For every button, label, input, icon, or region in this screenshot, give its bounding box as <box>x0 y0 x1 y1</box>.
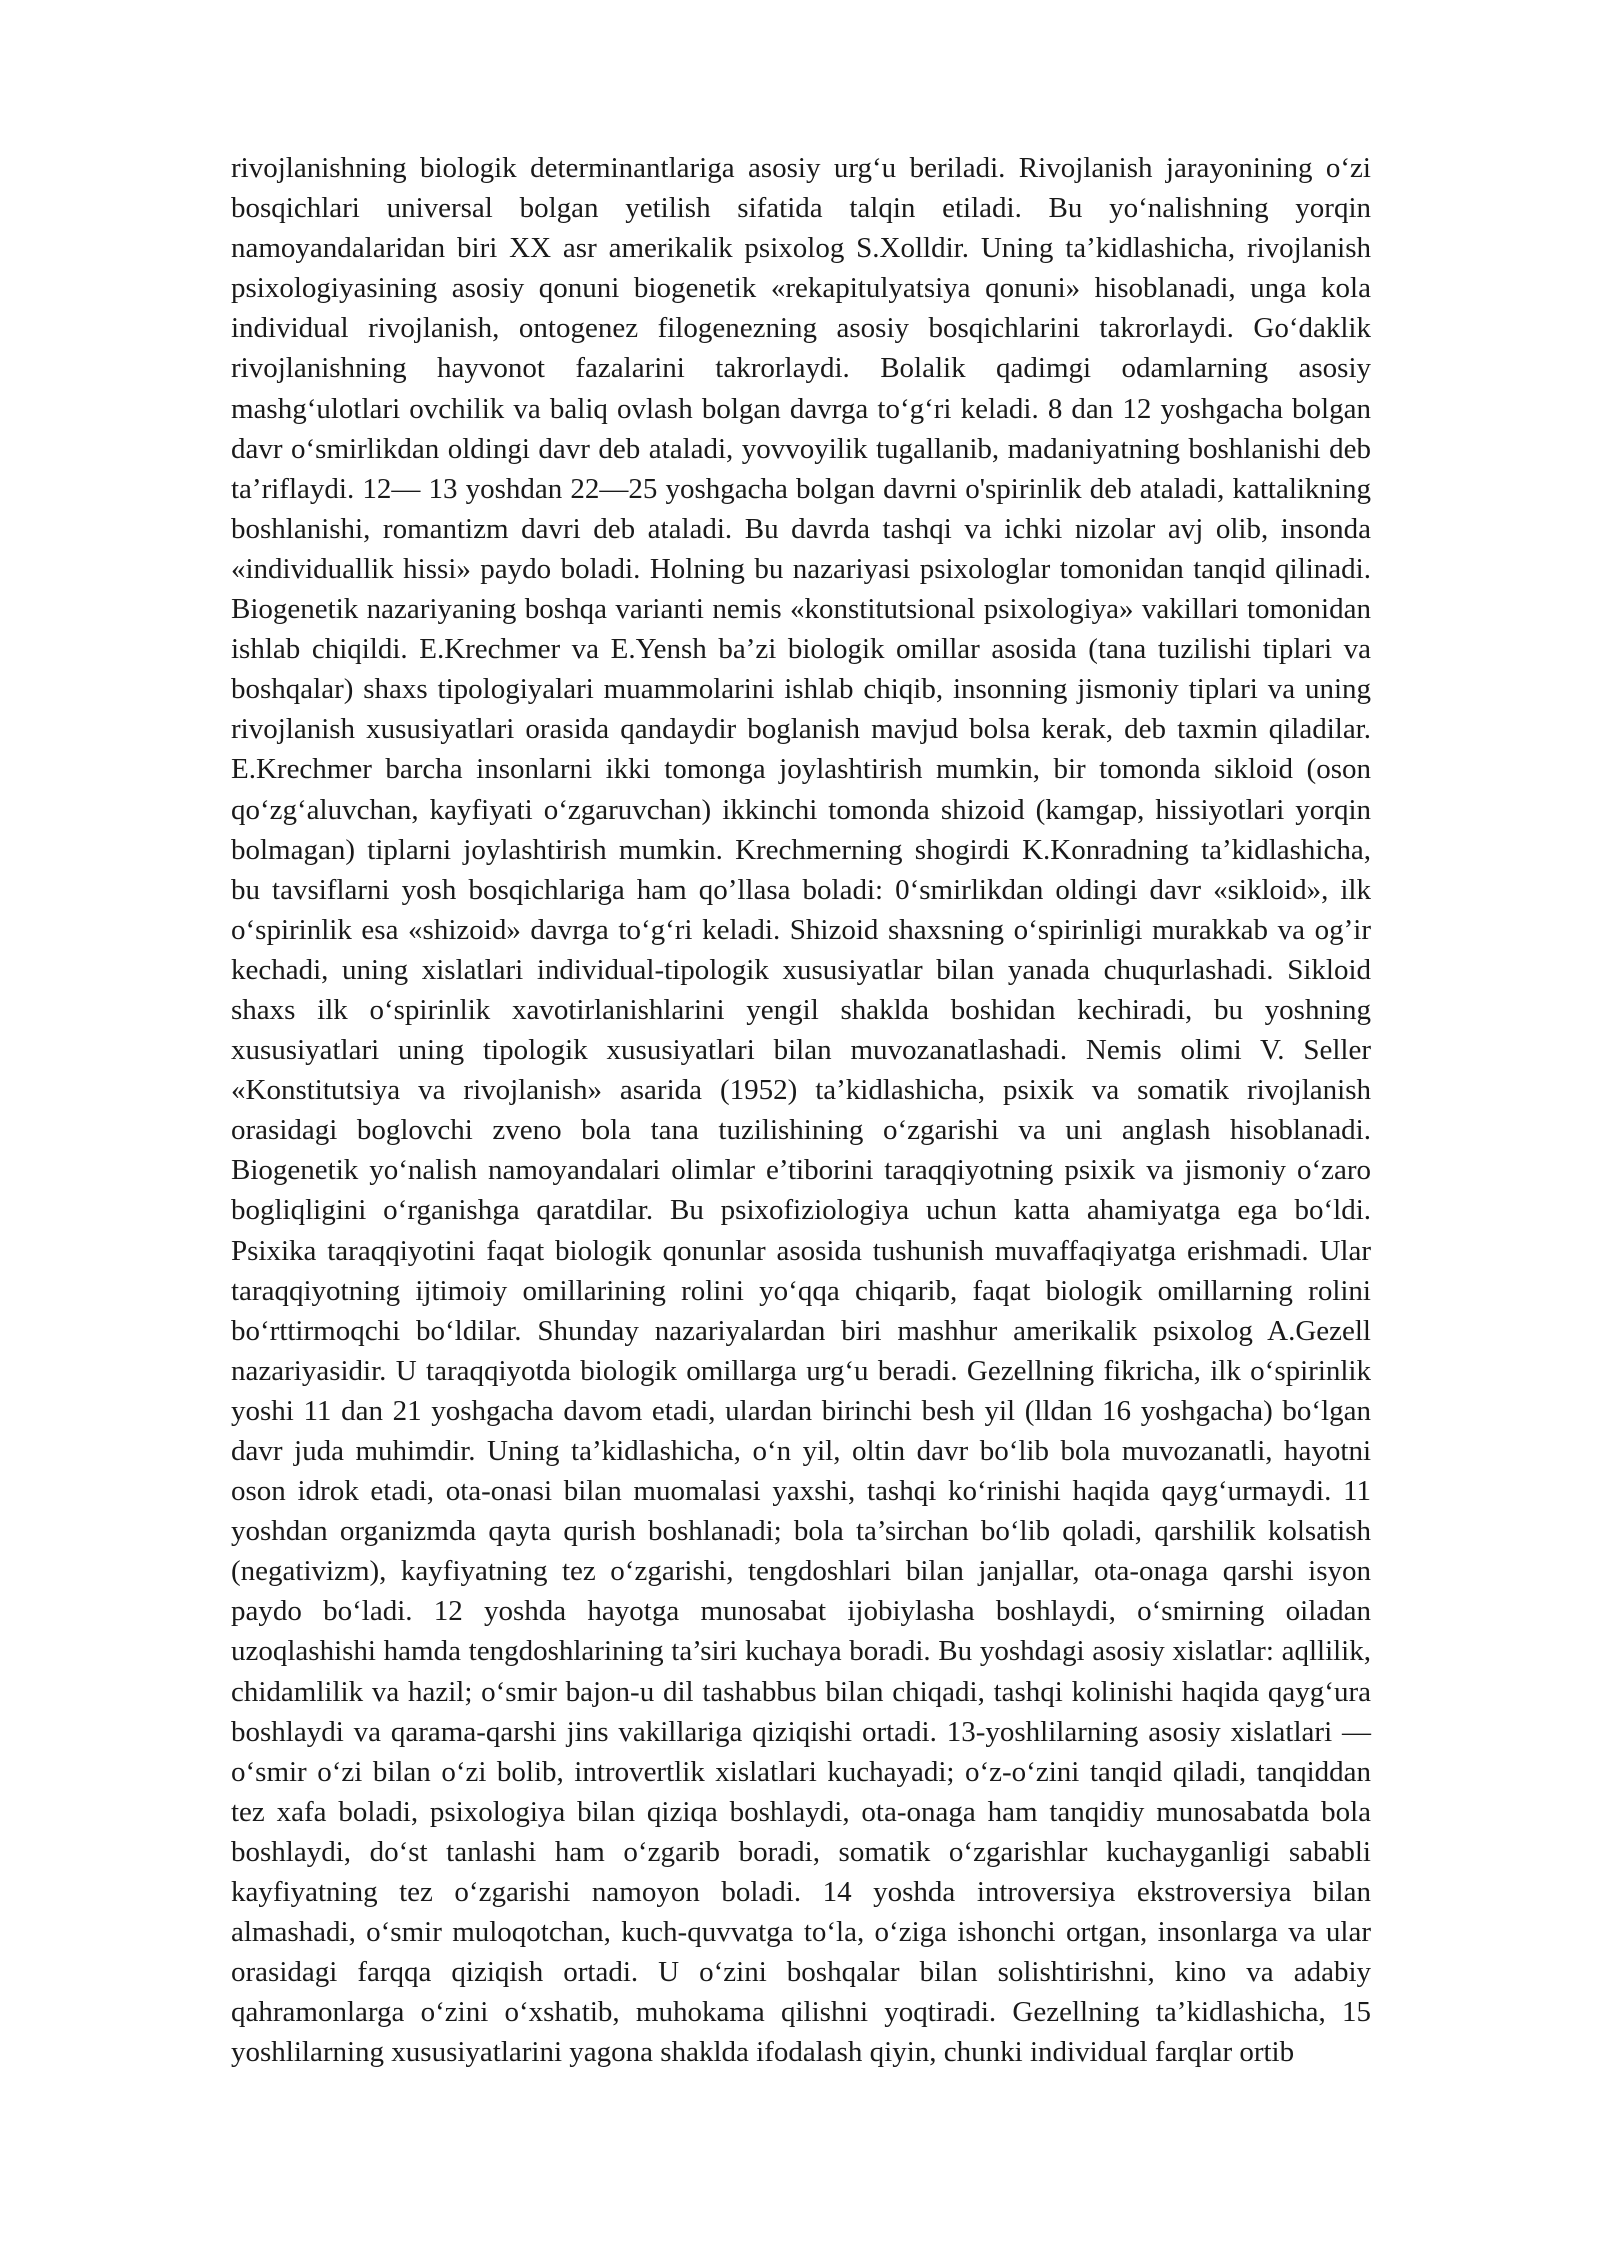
body-paragraph: rivojlanishning biologik determinantlariga asosiy urg‘u beriladi. Rivojlanish jarayonining o‘zi bosqichlari universal bolgan yetilish sifatida talqin etiladi. Bu yo‘nalishning yorqin namoyandalaridan biri XX asr amerikalik psixolog S.Xolldir. Uning ta’kidlashicha, rivojlanish psixologiyasining asosiy qonuni biogenetik «rekapitulyatsiya qonuni» hisoblanadi, unga kola individual rivojlanish, ontogenez filogenezning asosiy bosqichlarini takrorlaydi. Go‘daklik rivojlanishning hayvonot fazalarini takrorlaydi. Bolalik qadimgi odamlarning asosiy mashg‘ulotlari ovchilik va baliq ovlash bolgan davrga to‘g‘ri keladi. 8 dan 12 yoshgacha bolgan davr o‘smirlikdan oldingi davr deb ataladi, yovvoyilik tugallanib, madaniyatning boshlanishi deb ta’riflaydi. 12— 13 yoshdan 22—25 yoshgacha bolgan davrni o'spirinlik deb ataladi, kattalikning boshlanishi, romantizm davri deb ataladi. Bu davrda tashqi va ichki nizolar avj olib, insonda «individuallik hissi» paydo boladi. Holning bu nazariyasi psixologlar tomonidan tanqid qilinadi. Biogenetik nazariyaning boshqa varianti nemis «konstitutsional psixologiya» vakillari tomonidan ishlab chiqildi. E.Krechmer va E.Yensh ba’zi biologik omillar asosida (tana tuzilishi tiplari va boshqalar) shaxs tipologiyalari muammolarini ishlab chiqib, insonning jismoniy tiplari va uning rivojlanish xususiyatlari orasida qandaydir boglanish mavjud bolsa kerak, deb taxmin qiladilar. E.Krechmer barcha insonlarni ikki tomonga joylashtirish mumkin, bir tomonda sikloid (oson qo‘zg‘aluvchan, kayfiyati o‘zgaruvchan) ikkinchi tomonda shizoid (kamgap, hissiyotlari yorqin bolmagan) tiplarni joylashtirish mumkin. Krechmerning shogirdi K.Konradning ta’kidlashicha, bu tavsiflarni yosh bosqichlariga ham qo’llasa boladi: 0‘smirlikdan oldingi davr «sikloid», ilk o‘spirinlik esa «shizoid» davrga to‘g‘ri keladi. Shizoid shaxsning o‘spirinligi murakkab va og’ir kechadi, uning xislatlari individual-tipologik xususiyatlar bilan yanada chuqurlashadi. Sikloid shaxs ilk o‘spirinlik xavotirlanishlarini yengil shaklda boshidan kechiradi, bu yoshning xususiyatlari uning tipologik xususiyatlari bilan muvozanatlashadi. Nemis olimi V. Seller «Konstitutsiya va rivojlanish» asarida (1952) ta’kidlashicha, psixik va somatik rivojlanish orasidagi boglovchi zveno bola tana tuzilishining o‘zgarishi va uni anglash hisoblanadi. Biogenetik yo‘nalish namoyandalari olimlar e’tiborini taraqqiyotning psixik va jismoniy o‘zaro bogliqligini o‘rganishga qaratdilar. Bu psixofiziologiya uchun katta ahamiyatga ega bo‘ldi. Psixika taraqqiyotini faqat biologik qonunlar asosida tushunish muvaffaqiyatga erishmadi. Ular taraqqiyotning ijtimoiy omillarining rolini yo‘qqa chiqarib, faqat biologik omillarning rolini bo‘rttirmoqchi bo‘ldilar. Shunday nazariyalardan biri mashhur amerikalik psixolog A.Gezell nazariyasidir. U taraqqiyotda biologik omillarga urg‘u beradi. Gezellning fikricha, ilk o‘spirinlik yoshi 11 dan 21 yoshgacha davom etadi, ulardan birinchi besh yil (lldan 16 yoshgacha) bo‘lgan davr juda muhimdir. Uning ta’kidlashicha, o‘n yil, oltin davr bo‘lib bola muvozanatli, hayotni oson idrok etadi, ota-onasi bilan muomalasi yaxshi, tashqi ko‘rinishi haqida qayg‘urmaydi. 11 yoshdan organizmda qayta qurish boshlanadi; bola ta’sirchan bo‘lib qoladi, qarshilik kolsatish (negativizm), kayfiyatning tez o‘zgarishi, tengdoshlari bilan janjallar, ota-onaga qarshi isyon paydo bo‘ladi. 12 yoshda hayotga munosabat ijobiylasha boshlaydi, o‘smirning oiladan uzoqlashishi hamda tengdoshlarining ta’siri kuchaya boradi. Bu yoshdagi asosiy xislatlar: aqllilik, chidamlilik va hazil; o‘smir bajon-u dil tashabbus bilan chiqadi, tashqi kolinishi haqida qayg‘ura boshlaydi va qarama-qarshi jins vakillariga qiziqishi ortadi. 13-yoshlilarning asosiy xislatlari — o‘smir o‘zi bilan o‘zi bolib, introvertlik xislatlari kuchayadi; o‘z-o‘zini tanqid qiladi, tanqiddan tez xafa boladi, psixologiya bilan qiziqa boshlaydi, ota-onaga ham tanqidiy munosabatda bola boshlaydi, do‘st tanlashi ham o‘zgarib boradi, somatik o‘zgarishlar kuchayganligi sababli kayfiyatning tez o‘zgarishi namoyon boladi. 14 yoshda introversiya ekstroversiya bilan almashadi, o‘smir muloqotchan, kuch-quvvatga to‘la, o‘ziga ishonchi ortgan, insonlarga va ular orasidagi farqqa qiziqish ortadi. U o‘zini boshqalar bilan solishtirishni, kino va adabiy qahramonlarga o‘zini o‘xshatib, muhokama qilishni yoqtiradi. Gezellning ta’kidlashicha, 15 yoshlilarning xususiyatlarini yagona shaklda ifodalash qiyin, chunki individual farqlar ortib <box>231 152 1371 2069</box>
